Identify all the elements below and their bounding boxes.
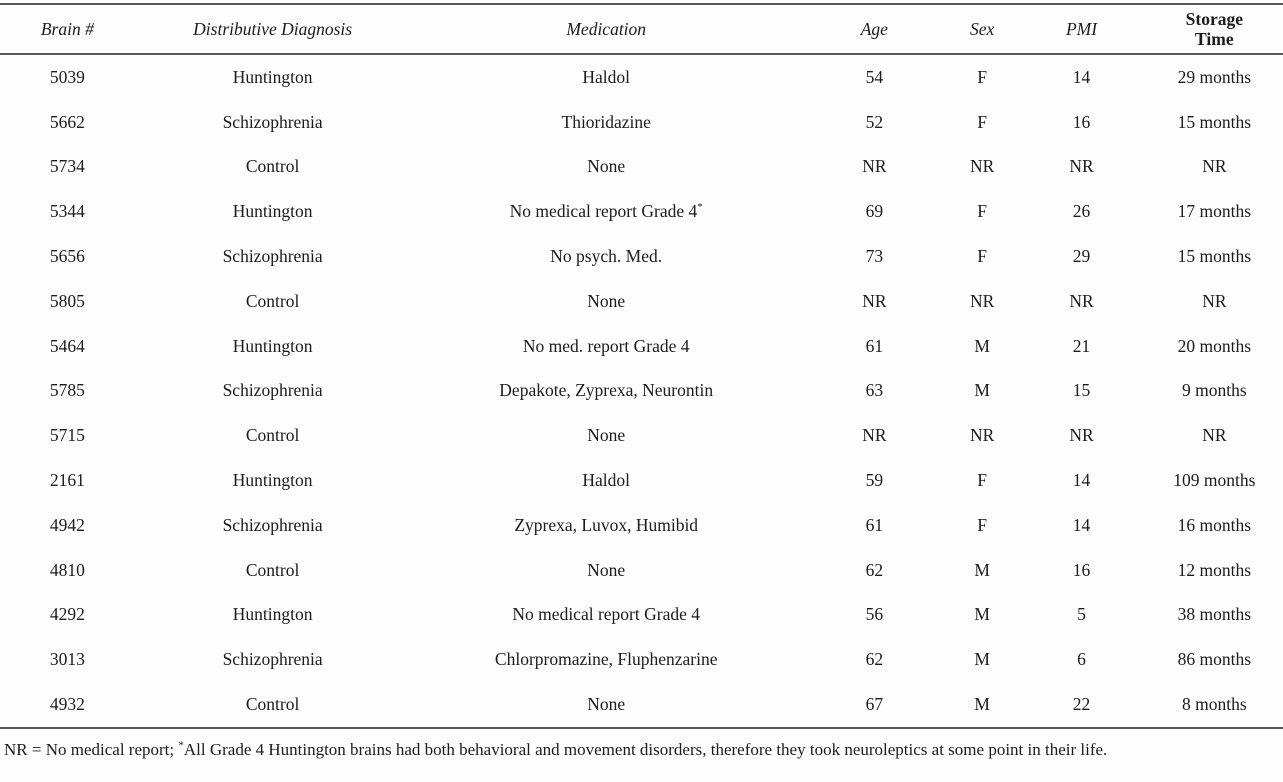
cell-sex: NR: [969, 290, 995, 311]
cell-age: 56: [865, 604, 884, 625]
cell-age: NR: [862, 290, 887, 311]
cell-sex: F: [977, 66, 987, 87]
cell-storage: NR: [1202, 290, 1227, 311]
cell-age: 67: [865, 694, 884, 715]
cell-diagnosis: Control: [245, 694, 300, 715]
table-row: [0, 145, 1283, 190]
cell-sex: F: [977, 111, 987, 132]
medication-footnote-marker: *: [697, 201, 703, 214]
header-age: Age: [860, 18, 888, 39]
cell-storage: 29 months: [1177, 66, 1252, 87]
cell-medication: None: [587, 290, 626, 311]
cell-storage: NR: [1202, 425, 1227, 446]
cell-brain: 4932: [49, 694, 85, 715]
table-row: [0, 503, 1283, 548]
cell-pmi: 26: [1072, 201, 1091, 222]
cell-brain: 2161: [49, 470, 85, 491]
cell-storage: 8 months: [1182, 694, 1247, 715]
cell-storage: 38 months: [1177, 604, 1252, 625]
header-pmi: PMI: [1065, 18, 1098, 39]
cell-medication: Zyprexa, Luvox, Humibid: [514, 514, 699, 535]
cell-sex: M: [974, 380, 990, 401]
cell-pmi: 16: [1072, 111, 1091, 132]
brain-sample-table: [0, 3, 1283, 729]
cell-sex: NR: [969, 156, 995, 177]
cell-brain: 5662: [49, 111, 85, 132]
table-row: [0, 369, 1283, 414]
cell-medication: None: [587, 425, 626, 446]
cell-age: 59: [865, 470, 884, 491]
cell-storage: 15 months: [1177, 246, 1252, 267]
cell-medication: None: [587, 559, 626, 580]
cell-pmi: 14: [1072, 470, 1091, 491]
cell-brain: 5805: [49, 290, 85, 311]
cell-brain: 5656: [49, 246, 85, 267]
cell-medication: No medical report Grade 4*: [509, 201, 703, 222]
table-header: [0, 4, 1283, 54]
cell-sex: M: [974, 649, 990, 670]
cell-sex: M: [974, 559, 990, 580]
cell-sex: M: [974, 604, 990, 625]
cell-medication: Haldol: [582, 470, 631, 491]
cell-pmi: 21: [1072, 335, 1091, 356]
header-row: [0, 4, 1283, 54]
cell-age: 62: [865, 649, 884, 670]
cell-pmi: 5: [1077, 604, 1086, 625]
cell-brain: 4810: [49, 559, 85, 580]
cell-diagnosis: Huntington: [232, 470, 313, 491]
cell-pmi: 14: [1072, 514, 1091, 535]
cell-medication: Haldol: [582, 66, 631, 87]
cell-sex: F: [977, 514, 987, 535]
cell-pmi: 22: [1072, 694, 1091, 715]
cell-diagnosis: Control: [245, 425, 300, 446]
table-row: [0, 189, 1283, 234]
table-row: [0, 682, 1283, 728]
cell-pmi: 16: [1072, 559, 1091, 580]
cell-sex: F: [977, 246, 987, 267]
cell-brain: 5734: [49, 156, 85, 177]
cell-brain: 5785: [49, 380, 85, 401]
header-distributive-diagnosis: Distributive Diagnosis: [193, 18, 353, 39]
cell-medication: No med. report Grade 4: [522, 335, 690, 356]
cell-age: 54: [865, 66, 884, 87]
cell-age: 73: [865, 246, 884, 267]
cell-storage: 17 months: [1177, 201, 1252, 222]
cell-storage: 16 months: [1177, 514, 1252, 535]
cell-pmi: NR: [1069, 425, 1094, 446]
header-sex: Sex: [969, 18, 995, 39]
cell-brain: 4292: [49, 604, 85, 625]
header-storage-time: [1146, 4, 1283, 54]
cell-brain: 5715: [49, 425, 85, 446]
footnote-nr-definition: NR = No medical report;: [4, 739, 179, 759]
cell-storage: 12 months: [1177, 559, 1252, 580]
cell-diagnosis: Control: [245, 290, 300, 311]
table-row: [0, 279, 1283, 324]
cell-age: 62: [865, 559, 884, 580]
header-storage-line1: Storage: [1185, 8, 1244, 29]
cell-sex: NR: [969, 425, 995, 446]
table-row: [0, 458, 1283, 503]
cell-diagnosis: Schizophrenia: [222, 514, 323, 535]
cell-medication: Depakote, Zyprexa, Neurontin: [499, 380, 714, 401]
table-body: [0, 54, 1283, 728]
cell-sex: M: [974, 694, 990, 715]
header-medication: Medication: [566, 18, 647, 39]
footnote-asterisk-marker: *: [178, 739, 184, 752]
cell-age: 69: [865, 201, 884, 222]
cell-diagnosis: Schizophrenia: [222, 246, 323, 267]
cell-diagnosis: Huntington: [232, 335, 313, 356]
cell-storage: NR: [1202, 156, 1227, 177]
cell-pmi: NR: [1069, 290, 1094, 311]
cell-brain: 5344: [49, 201, 85, 222]
cell-pmi: 6: [1077, 649, 1086, 670]
cell-age: 63: [865, 380, 884, 401]
cell-pmi: 14: [1072, 66, 1091, 87]
cell-sex: M: [974, 335, 990, 356]
cell-brain: 4942: [49, 514, 85, 535]
cell-brain: 5464: [49, 335, 85, 356]
cell-pmi: NR: [1069, 156, 1094, 177]
cell-storage: 109 months: [1173, 470, 1256, 491]
cell-diagnosis: Huntington: [232, 66, 313, 87]
table-row: [0, 548, 1283, 593]
table-footnote: [0, 738, 1283, 762]
cell-storage: 20 months: [1177, 335, 1252, 356]
cell-pmi: 29: [1072, 246, 1091, 267]
cell-diagnosis: Huntington: [232, 201, 313, 222]
header-brain-number: Brain #: [40, 18, 94, 39]
cell-age: NR: [862, 156, 887, 177]
table-row: [0, 637, 1283, 682]
cell-medication: None: [587, 156, 626, 177]
cell-medication: No psych. Med.: [550, 246, 663, 267]
cell-diagnosis: Schizophrenia: [222, 380, 323, 401]
cell-age: NR: [862, 425, 887, 446]
cell-diagnosis: Control: [245, 156, 300, 177]
cell-medication: Chlorpromazine, Fluphenzarine: [494, 649, 718, 670]
cell-storage: 15 months: [1177, 111, 1252, 132]
header-storage-line2: Time: [1195, 29, 1234, 49]
table-row: [0, 234, 1283, 279]
cell-medication: Thioridazine: [561, 111, 651, 132]
cell-diagnosis: Control: [245, 559, 300, 580]
table-row: [0, 413, 1283, 458]
cell-medication: None: [587, 694, 626, 715]
cell-sex: F: [977, 470, 987, 491]
cell-brain: 5039: [49, 66, 85, 87]
cell-age: 61: [865, 514, 884, 535]
cell-diagnosis: Huntington: [232, 604, 313, 625]
table-row: [0, 593, 1283, 638]
table-row: [0, 54, 1283, 100]
cell-sex: F: [977, 201, 987, 222]
cell-diagnosis: Schizophrenia: [222, 649, 323, 670]
footnote-grade4-note: All Grade 4 Huntington brains had both behavioral and movement disorders, therefore they took neuroleptics at some point in their life.: [183, 739, 1108, 759]
table-row: [0, 324, 1283, 369]
cell-age: 52: [865, 111, 884, 132]
cell-diagnosis: Schizophrenia: [222, 111, 323, 132]
cell-storage: 9 months: [1182, 380, 1247, 401]
cell-storage: 86 months: [1177, 649, 1252, 670]
table-row: [0, 100, 1283, 145]
cell-brain: 3013: [49, 649, 85, 670]
cell-age: 61: [865, 335, 884, 356]
cell-pmi: 15: [1072, 380, 1091, 401]
cell-medication: No medical report Grade 4: [512, 604, 700, 625]
